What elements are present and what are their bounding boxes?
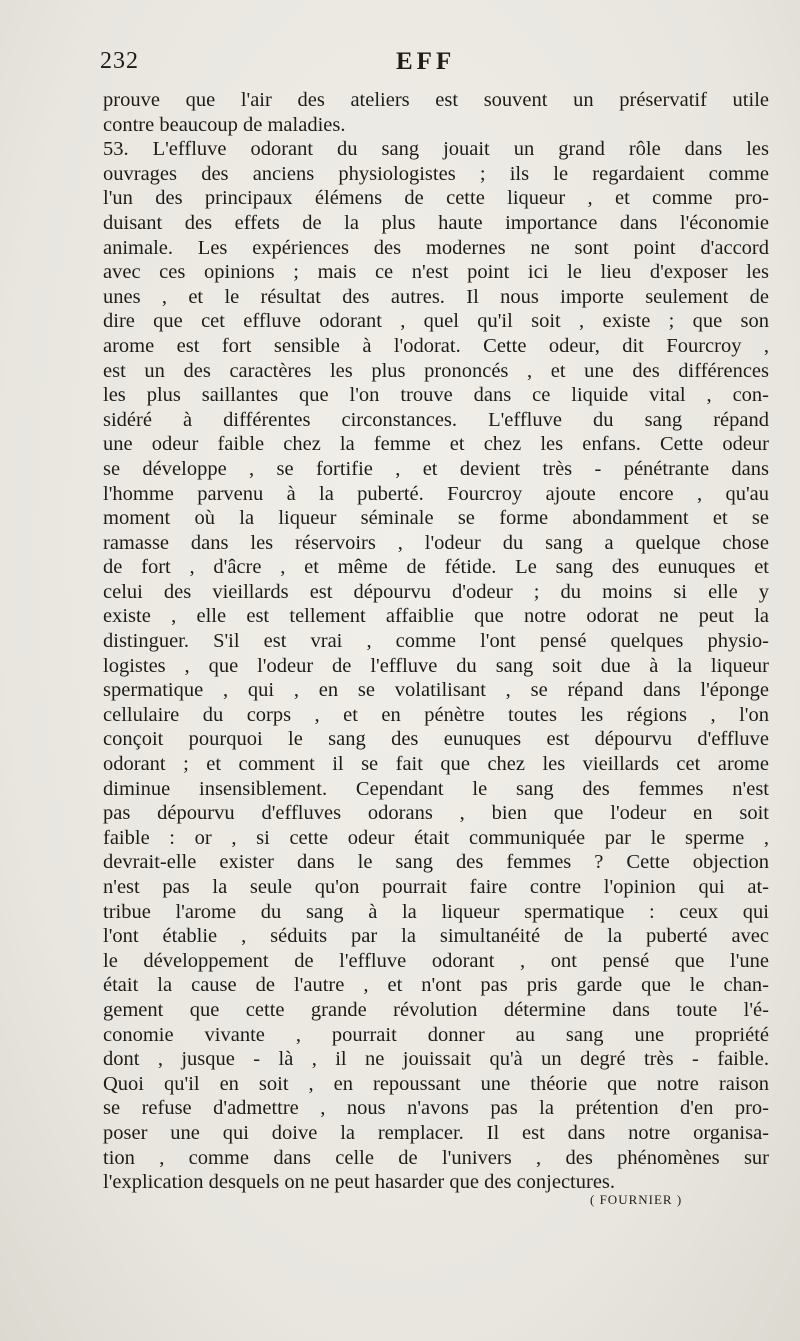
text-line: faible : or , si cette odeur était communiquée par le sperme ,	[103, 826, 769, 849]
text-line: logistes , que l'odeur de l'effluve du sang soit due à la liqueur	[103, 654, 769, 677]
text-line: prouve que l'air des ateliers est souvent un préservatif utile	[103, 89, 769, 111]
running-head: EFF	[396, 48, 456, 75]
text-line: conçoit pourquoi le sang des eunuques est dépourvu d'effluve	[103, 728, 769, 751]
text-line: tribue l'arome du sang à la liqueur spermatique : ceux qui	[103, 900, 769, 923]
page-number: 232	[100, 48, 139, 74]
text-line: n'est pas la seule qu'on pourrait faire contre l'opinion qui at-	[103, 876, 769, 898]
text-line: poser une qui doive la remplacer. Il est dans notre organisa-	[103, 1121, 769, 1144]
text-line: ouvrages des anciens physiologistes ; ils le regardaient comme	[103, 162, 769, 185]
text-line: de fort , d'âcre , et même de fétide. Le sang des eunuques et	[103, 556, 769, 579]
text-line: l'ont établie , séduits par la simultanéité de la puberté avec	[103, 925, 769, 948]
author-signature: ( FOURNIER )	[590, 1192, 683, 1207]
text-line: l'explication desquels on ne peut hasarder que des conjectures.	[103, 1171, 616, 1194]
text-line: animale. Les expériences des modernes ne sont point d'accord	[103, 236, 769, 259]
text-line: diminue insensiblement. Cependant le sang des femmes n'est	[103, 777, 769, 800]
text-line: conomie vivante , pourrait donner au sang une propriété	[103, 1023, 769, 1046]
page-header	[100, 48, 770, 82]
text-line: pas dépourvu d'effluves odorans , bien que l'odeur en soit	[103, 802, 769, 825]
text-line: celui des vieillards est dépourvu d'odeur ; du moins si elle y	[103, 580, 769, 603]
text-line: spermatique , qui , en se volatilisant , se répand dans l'éponge	[103, 679, 769, 702]
text-line: tion , comme dans celle de l'univers , des phénomènes sur	[103, 1146, 769, 1169]
text-line: moment où la liqueur séminale se forme abondamment et se	[103, 507, 769, 530]
text-line: devrait-elle exister dans le sang des femmes ? Cette objection	[103, 851, 769, 874]
text-line: 53. L'effluve odorant du sang jouait un grand rôle dans les	[103, 138, 769, 161]
text-line: avec ces opinions ; mais ce n'est point ici le lieu d'exposer les	[103, 261, 769, 284]
text-line: les plus saillantes que l'on trouve dans ce liquide vital , con-	[103, 384, 769, 407]
text-line: cellulaire du corps , et en pénètre toutes les régions , l'on	[103, 703, 769, 726]
text-line: duisant des effets de la plus haute importance dans l'économie	[103, 211, 769, 234]
text-line: ramasse dans les réservoirs , l'odeur du sang a quelque chose	[103, 531, 769, 554]
text-line: contre beaucoup de maladies.	[103, 113, 346, 136]
text-line: arome est fort sensible à l'odorat. Cette odeur, dit Fourcroy ,	[103, 334, 769, 357]
text-line: gement que cette grande révolution détermine dans toute l'é-	[103, 998, 769, 1021]
text-line: existe , elle est tellement affaiblie que notre odorat ne peut la	[103, 605, 769, 628]
text-line: se refuse d'admettre , nous n'avons pas la prétention d'en pro-	[103, 1097, 769, 1120]
text-line: le développement de l'effluve odorant , ont pensé que l'une	[103, 949, 769, 972]
text-line: Quoi qu'il en soit , en repoussant une théorie que notre raison	[103, 1072, 769, 1095]
text-line: une odeur faible chez la femme et chez les enfans. Cette odeur	[103, 433, 769, 456]
text-line: était la cause de l'autre , et n'ont pas pris garde que le chan-	[103, 974, 769, 997]
text-line: odorant ; et comment il se fait que chez les vieillards cet arome	[103, 753, 769, 776]
text-line: unes , et le résultat des autres. Il nous importe seulement de	[103, 285, 769, 308]
text-line: est un des caractères les plus prononcés , et une des différences	[103, 359, 769, 382]
text-line: sidéré à différentes circonstances. L'effluve du sang répand	[103, 408, 769, 431]
text-line: dont , jusque - là , il ne jouissait qu'à un degré très - faible.	[103, 1048, 769, 1071]
body-text	[103, 88, 769, 1195]
text-line: l'un des principaux élémens de cette liqueur , et comme pro-	[103, 187, 769, 210]
text-line: distinguer. S'il est vrai , comme l'ont pensé quelques physio-	[103, 630, 769, 653]
text-line: se développe , se fortifie , et devient très - pénétrante dans	[103, 457, 769, 480]
text-line: l'homme parvenu à la puberté. Fourcroy ajoute encore , qu'au	[103, 482, 769, 505]
text-line: dire que cet effluve odorant , quel qu'il soit , existe ; que son	[103, 310, 769, 333]
